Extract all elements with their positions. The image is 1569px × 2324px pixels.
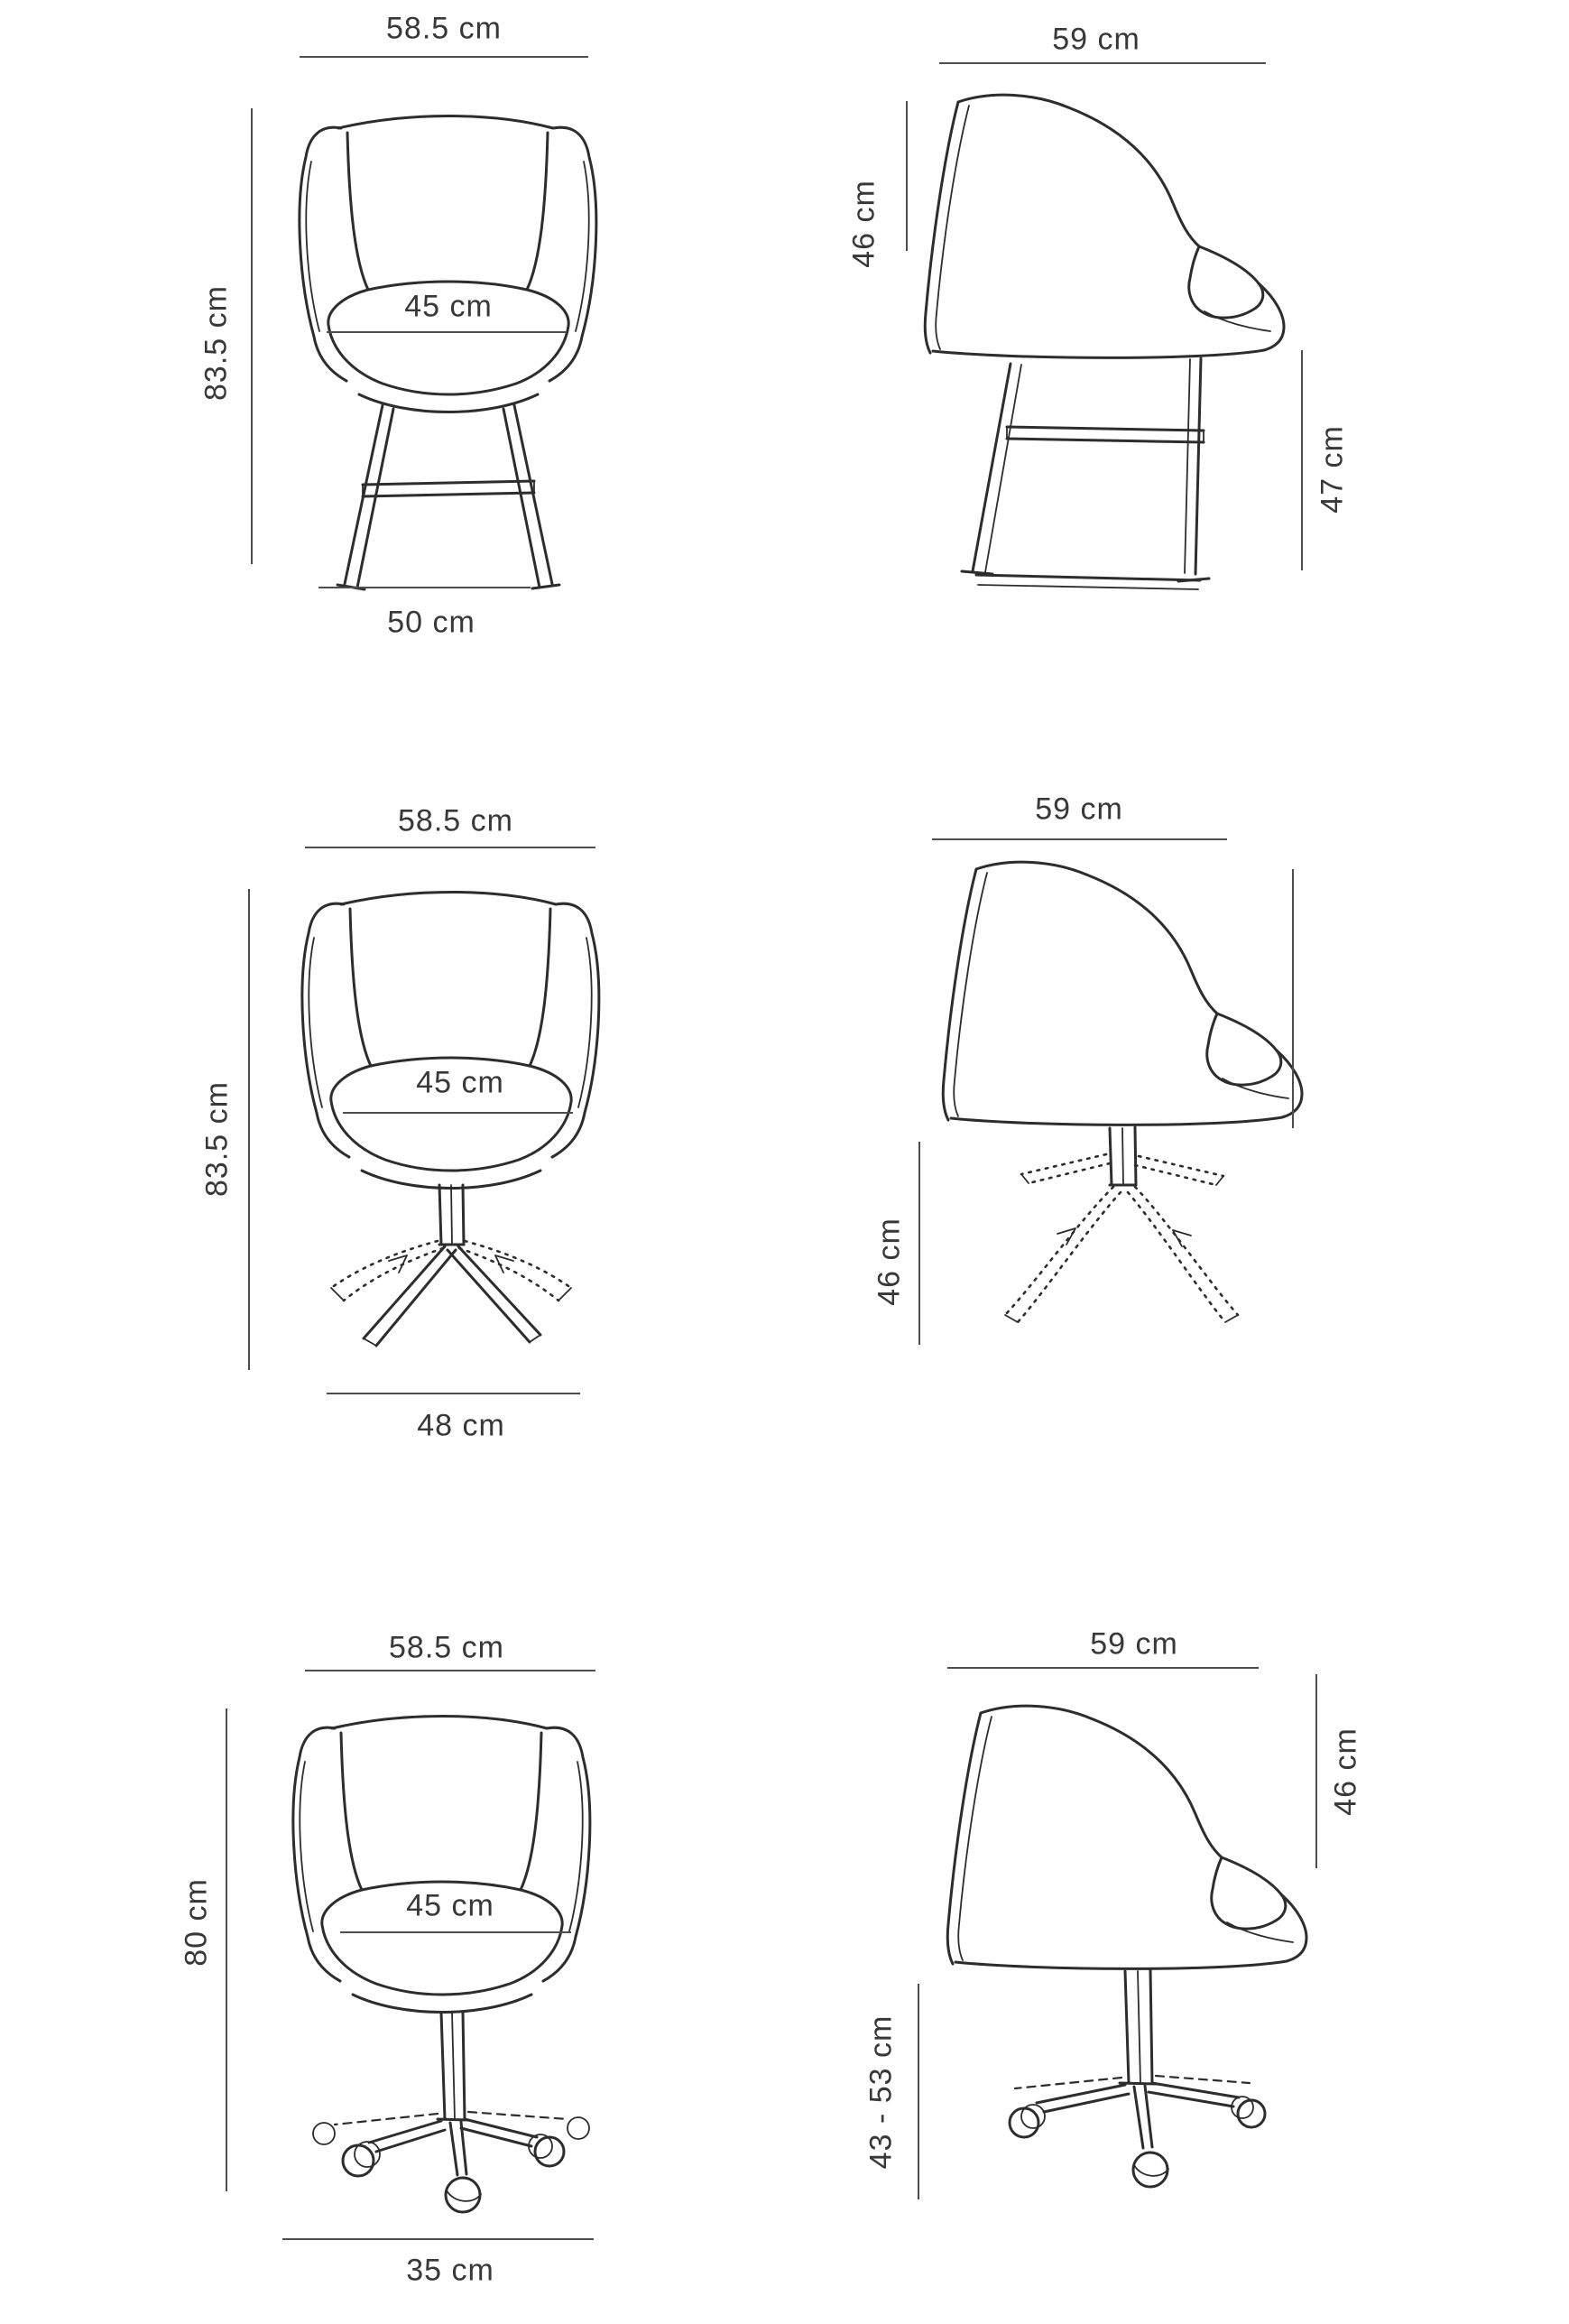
dim-line-top-width <box>305 847 595 848</box>
dim-line-overall-height <box>251 108 253 564</box>
dim-line-top-width <box>305 1670 595 1671</box>
dim-line-depth <box>932 838 1227 840</box>
dim-label-backrest-height: 46 cm <box>846 180 881 268</box>
dim-line-top-width <box>300 56 588 58</box>
dim-line-overall-height <box>248 889 250 1370</box>
chair-front-sled-drawing <box>281 95 614 605</box>
dim-line-shell-height <box>1292 869 1294 1128</box>
dim-label-top-width: 58.5 cm <box>386 11 502 46</box>
dim-label-seat-width: 45 cm <box>406 1888 494 1923</box>
dim-label-seat-width: 45 cm <box>404 289 493 324</box>
dim-label-backrest-height: 46 cm <box>1328 1727 1363 1816</box>
dim-label-overall-height: 83.5 cm <box>198 285 234 401</box>
dim-label-seat-height: 47 cm <box>1315 425 1350 514</box>
dim-label-seat-width: 45 cm <box>416 1065 504 1100</box>
dim-label-top-width: 58.5 cm <box>398 803 513 838</box>
dim-label-base-width: 48 cm <box>417 1408 505 1443</box>
dim-line-seat-height <box>918 1142 920 1345</box>
chair-front-caster-drawing <box>275 1695 618 2227</box>
dim-label-top-width: 58.5 cm <box>389 1630 504 1665</box>
dim-line-depth <box>939 62 1266 64</box>
dim-line-depth <box>947 1667 1259 1669</box>
chair-side-sled-drawing <box>902 86 1308 591</box>
dim-label-overall-height: 80 cm <box>179 1878 214 1967</box>
dim-label-seat-height: 46 cm <box>872 1218 907 1306</box>
dim-line-base-width <box>318 587 531 588</box>
dim-line-base-width <box>327 1393 580 1394</box>
dim-label-base-width: 35 cm <box>406 2253 494 2288</box>
dim-label-base-width: 50 cm <box>387 605 475 640</box>
chair-side-swivel-drawing <box>920 853 1317 1358</box>
dim-line-seat-width <box>340 1931 571 1933</box>
dim-line-seat-height-range <box>918 1984 919 2199</box>
dim-line-seat-height <box>1301 350 1303 570</box>
dim-label-depth: 59 cm <box>1090 1626 1178 1662</box>
dim-line-seat-width <box>327 331 567 333</box>
chair-front-swivel-drawing <box>284 871 616 1376</box>
dim-label-overall-height: 83.5 cm <box>199 1081 235 1197</box>
dim-line-base-width <box>282 2238 594 2240</box>
dim-label-depth: 59 cm <box>1052 22 1140 57</box>
dim-line-overall-height <box>226 1708 227 2191</box>
dim-label-seat-height-range: 43 - 53 cm <box>863 2014 899 2170</box>
dim-label-depth: 59 cm <box>1035 792 1123 827</box>
chair-side-caster-drawing <box>925 1697 1322 2229</box>
dim-line-seat-width <box>343 1112 573 1114</box>
